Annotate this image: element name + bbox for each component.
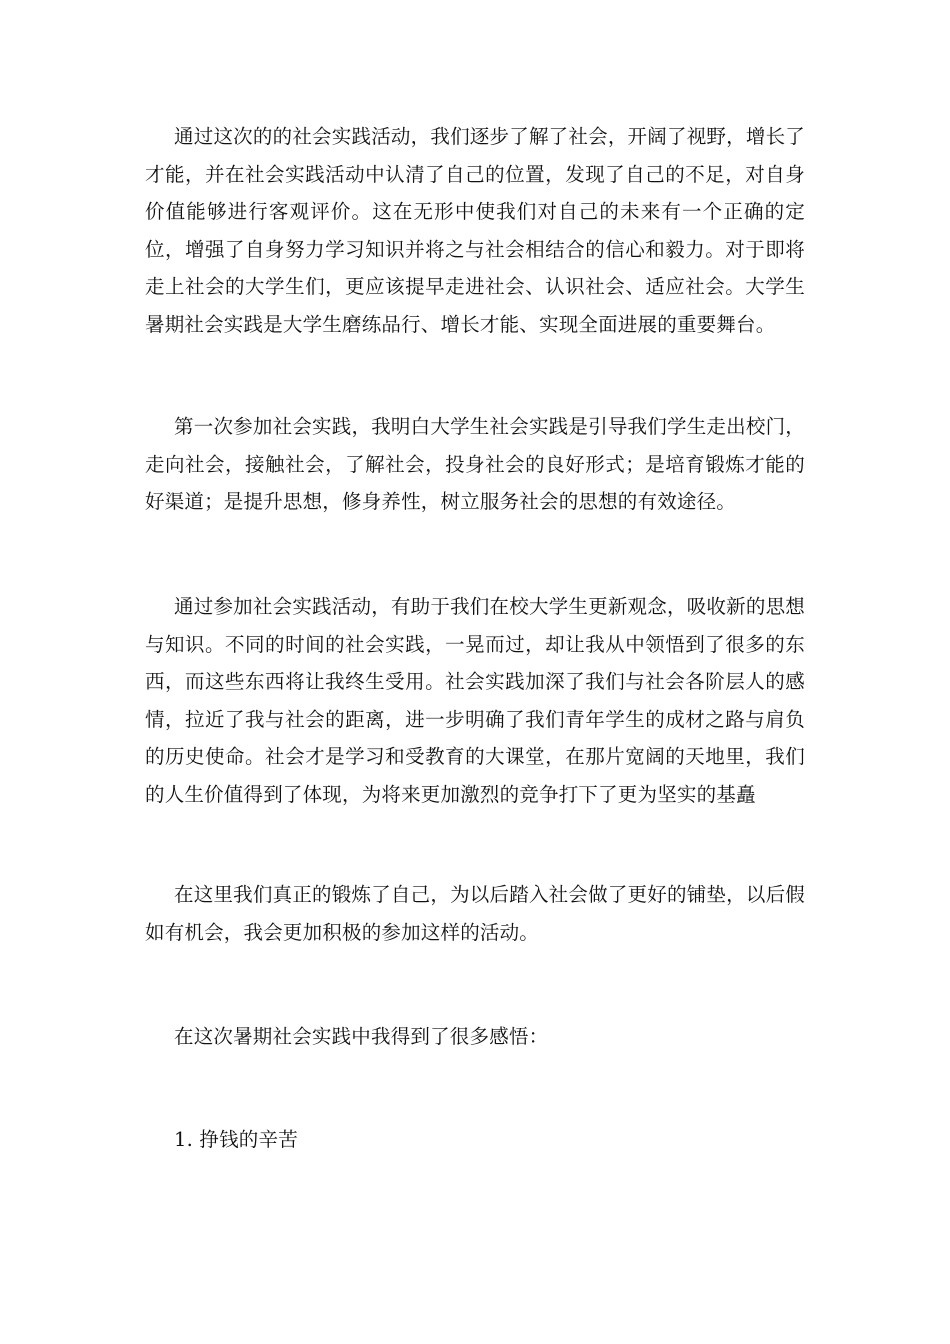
paragraph-3: 通过参加社会实践活动，有助于我们在校大学生更新观念，吸收新的思想与知识。不同的时间的社会实践，一晃而过，却让我从中领悟到了很多的东西，而这些东西将让我终生受用。社会实践加深了我们与社会各阶层人的感情，拉近了我与社会的距离，进一步明确了我们青年学生的成材之路与肩负的历史使命。社会才是学习和受教育的大课堂，在那片宽阔的天地里，我们的人生价值得到了体现，为将来更加激烈的竞争打下了更为坚实的基矗 [145,595,805,806]
paragraph-2: 第一次参加社会实践，我明白大学生社会实践是引导我们学生走出校门，走向社会，接触社会，了解社会，投身社会的良好形式；是培育锻炼才能的好渠道；是提升思想，修身养性，树立服务社会的思想的有效途径。 [145,415,805,513]
paragraph-4: 在这里我们真正的锻炼了自己，为以后踏入社会做了更好的铺垫，以后假如有机会，我会更加积极的参加这样的活动。 [145,883,805,944]
list-item-1: 1. 挣钱的辛苦 [174,1128,298,1151]
paragraph-1: 通过这次的的社会实践活动，我们逐步了解了社会，开阔了视野，增长了才能，并在社会实践活动中认清了自己的位置，发现了自己的不足，对自身价值能够进行客观评价。这在无形中使我们对自己的未来有一个正确的定位，增强了自身努力学习知识并将之与社会相结合的信心和毅力。对于即将走上社会的大学生们，更应该提早走进社会、认识社会、适应社会。大学生暑期社会实践是大学生磨练品行、增长才能、实现全面进展的重要舞台。 [145,125,805,336]
paragraph-5: 在这次暑期社会实践中我得到了很多感悟： [174,1025,549,1048]
